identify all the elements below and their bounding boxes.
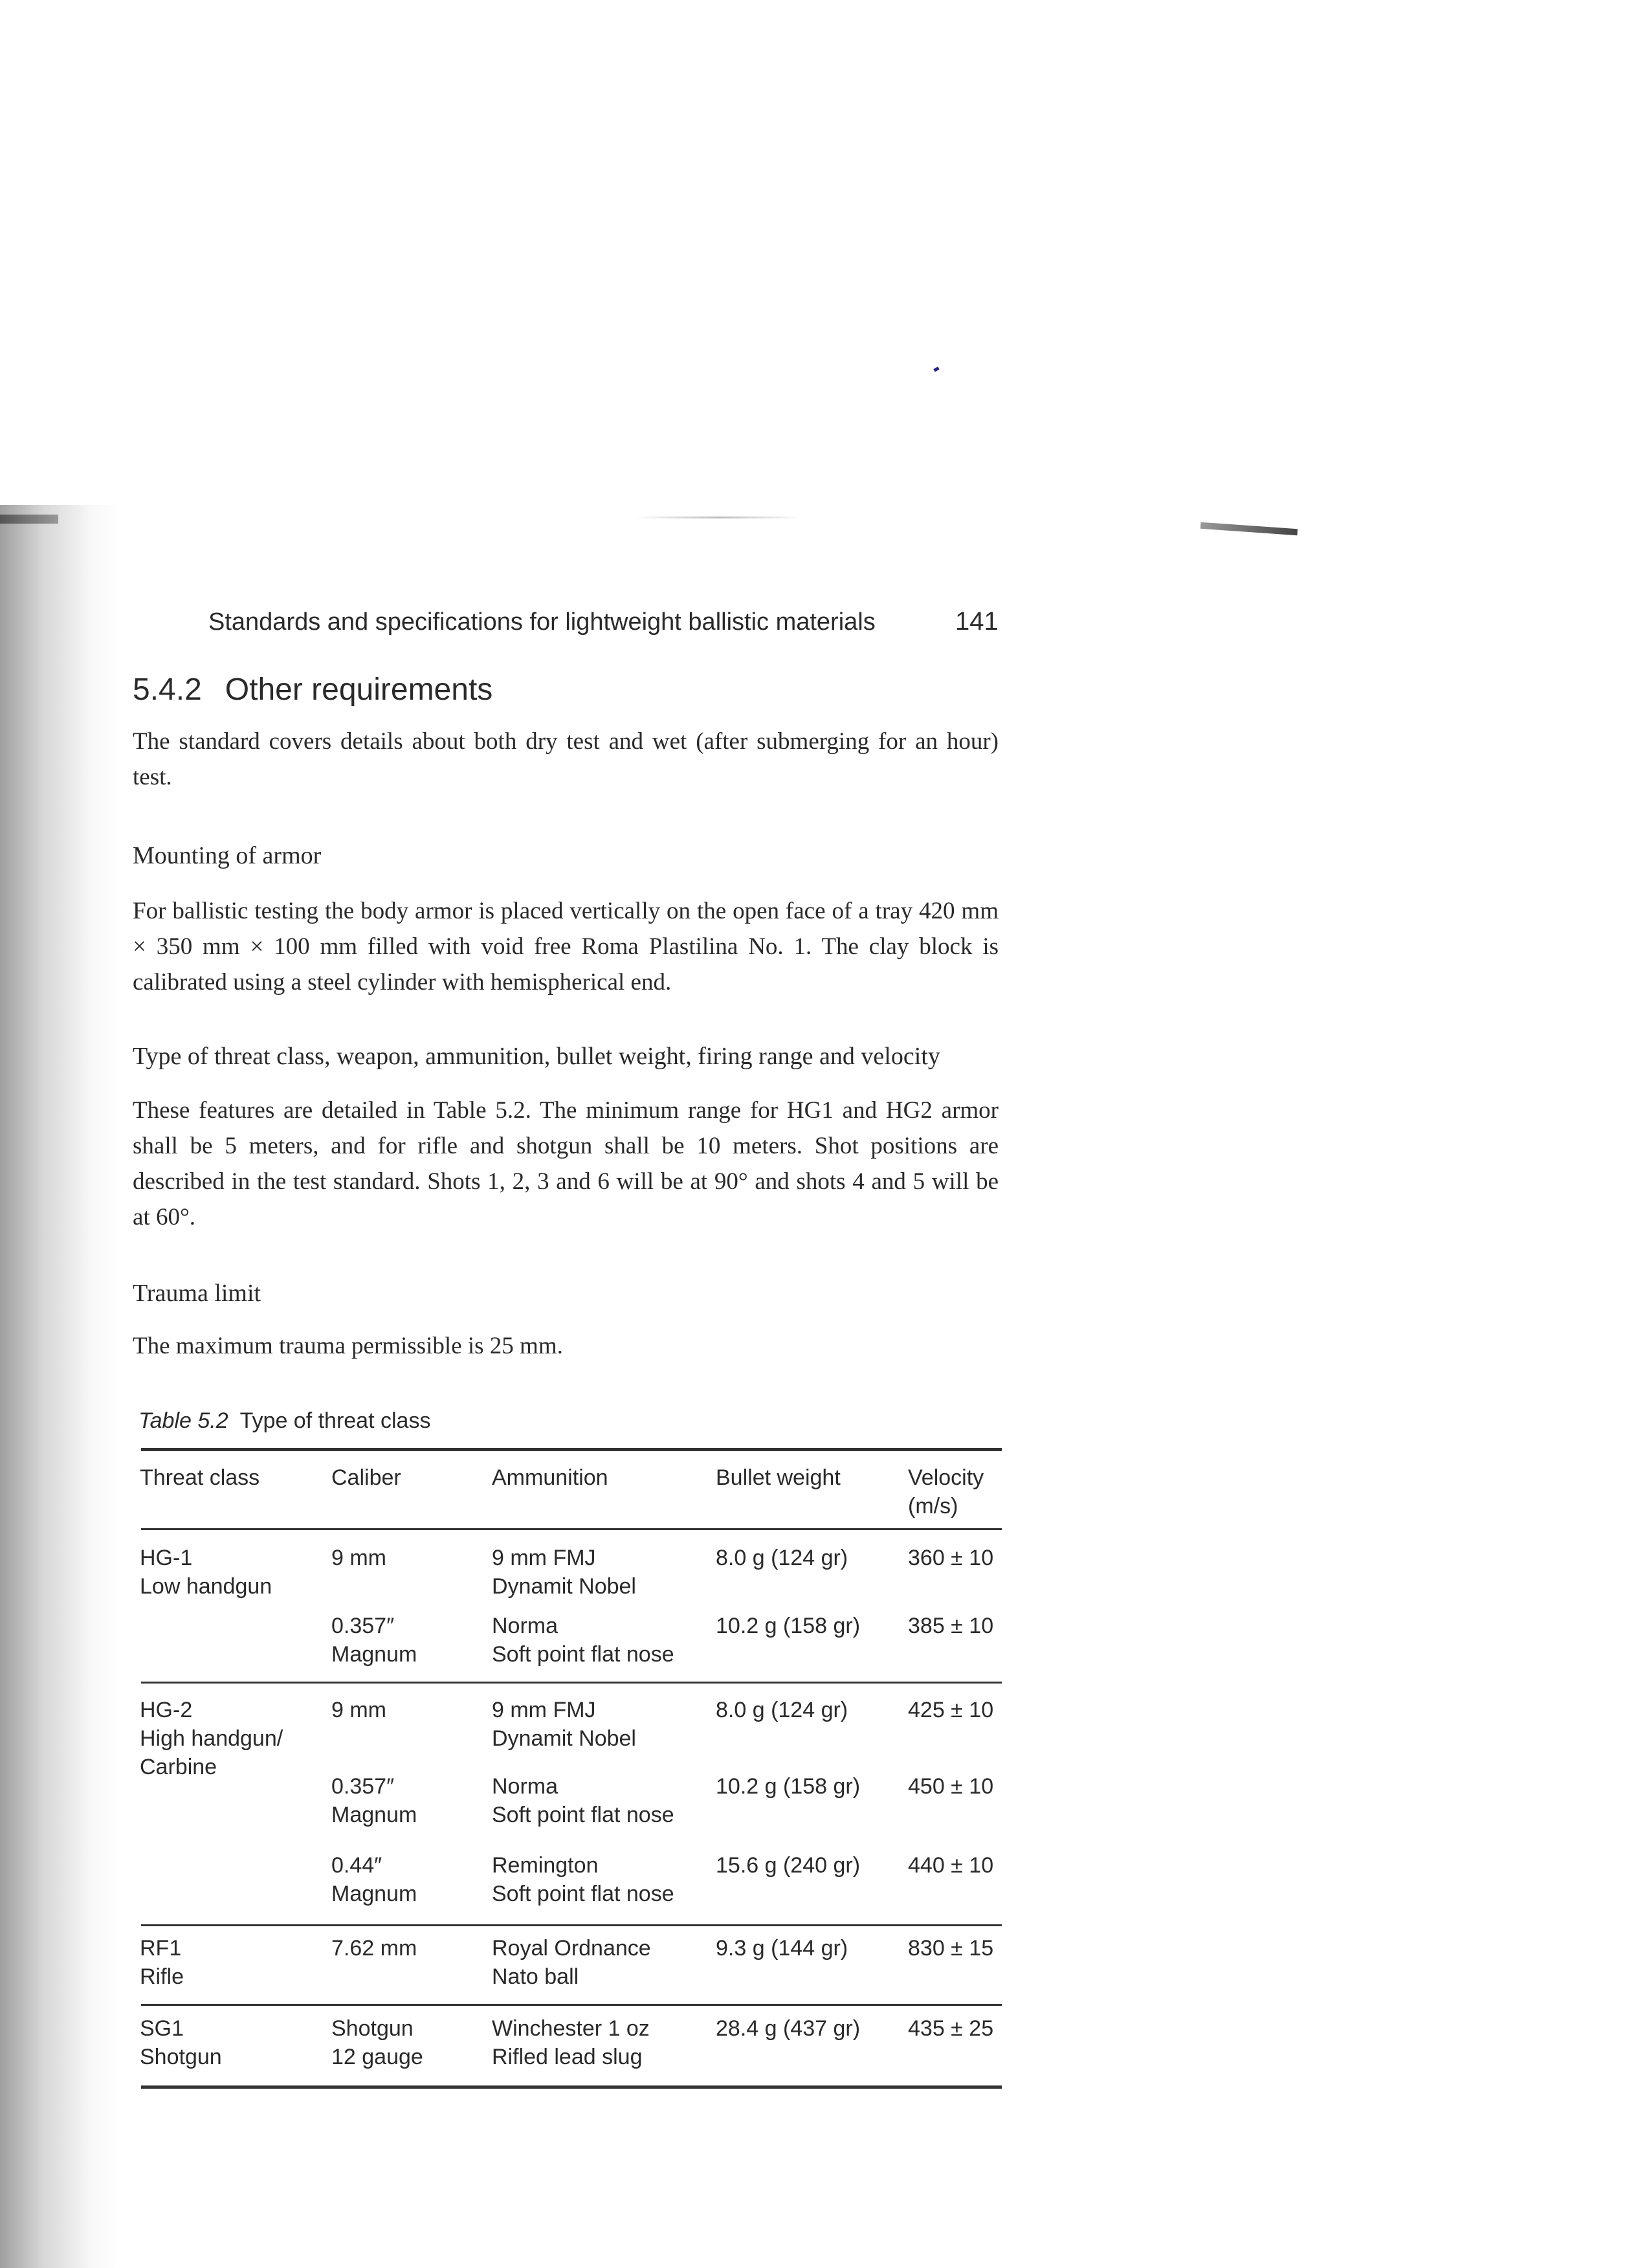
table-group-rule xyxy=(141,2004,1002,2006)
table-cell-caliber: 7.62 mm xyxy=(331,1936,417,1961)
threat-heading: Type of threat class, weapon, ammunition, bullet weight, firing range and velocity xyxy=(133,1043,940,1070)
pen-mark xyxy=(933,366,939,372)
mounting-heading: Mounting of armor xyxy=(133,842,322,869)
table-cell-threat xyxy=(140,2014,222,2071)
ammo-line2: Soft point flat nose xyxy=(492,1803,674,1827)
caliber-line2: Magnum xyxy=(331,1803,417,1827)
header-threat-class: Threat class xyxy=(140,1465,260,1490)
table-cell-caliber xyxy=(331,1612,417,1669)
intro-paragraph: The standard covers details about both dry test and wet (after submerging for an hour) test. xyxy=(133,728,999,790)
threat-code: SG1 xyxy=(140,2016,184,2041)
caliber-line2: 12 gauge xyxy=(331,2045,423,2069)
trauma-heading: Trauma limit xyxy=(133,1280,261,1307)
caliber-line2: Magnum xyxy=(331,1642,417,1667)
table-cell-caliber xyxy=(331,1851,417,1908)
table-group-rule xyxy=(141,1924,1002,1926)
ammo-line1: Remington xyxy=(492,1853,599,1878)
table-top-rule xyxy=(141,1448,1002,1451)
section-title: Other requirements xyxy=(225,673,493,707)
ammo-line1: Royal Ordnance xyxy=(492,1936,651,1961)
header-velocity-line2: (m/s) xyxy=(908,1494,958,1518)
ammo-line1: Winchester 1 oz xyxy=(492,2016,650,2041)
ammo-line2: Soft point flat nose xyxy=(492,1882,674,1906)
caliber-line1: 0.357″ xyxy=(331,1774,395,1799)
header-caliber: Caliber xyxy=(331,1465,401,1490)
ammo-line2: Soft point flat nose xyxy=(492,1642,674,1667)
table-cell-ammunition xyxy=(492,1612,674,1669)
threat-code: HG-2 xyxy=(140,1698,193,1722)
table-group-rule xyxy=(141,1682,1002,1684)
scan-edge-mark-right xyxy=(1200,522,1298,535)
ammo-line1: 9 mm FMJ xyxy=(492,1546,596,1570)
table-cell-weight: 10.2 g (158 gr) xyxy=(716,1614,861,1638)
ammo-line2: Nato ball xyxy=(492,1964,579,1989)
table-cell-velocity: 385 ± 10 xyxy=(908,1614,994,1638)
table-cell-velocity: 450 ± 10 xyxy=(908,1774,994,1799)
caliber-line1: 0.357″ xyxy=(331,1614,395,1638)
table-cell-caliber xyxy=(331,1772,417,1829)
table-cell-weight: 10.2 g (158 gr) xyxy=(716,1774,861,1799)
mounting-paragraph: For ballistic testing the body armor is placed vertically on the open face of a tray 420 mm × 350 mm × 100 mm filled with void free Roma Plastilina No. 1. The clay block is calibrated using a steel cylinder with hemispherical end. xyxy=(133,898,999,995)
table-cell-weight: 8.0 g (124 gr) xyxy=(716,1698,848,1722)
threat-desc-cont: Carbine xyxy=(140,1755,217,1779)
page-number: 141 xyxy=(955,607,999,636)
caliber-line1: 0.44″ xyxy=(331,1853,382,1878)
ammo-line2: Rifled lead slug xyxy=(492,2045,643,2069)
threat-code: RF1 xyxy=(140,1936,182,1961)
header-bullet-weight: Bullet weight xyxy=(716,1465,841,1490)
threat-code: HG-1 xyxy=(140,1546,193,1570)
table-cell-threat xyxy=(140,1696,283,1781)
table-cell-ammunition xyxy=(492,1696,636,1753)
table-cell-caliber: 9 mm xyxy=(331,1546,386,1570)
table-cell-ammunition xyxy=(492,2014,650,2071)
table-cell-velocity: 435 ± 25 xyxy=(908,2016,994,2041)
table-cell-weight: 15.6 g (240 gr) xyxy=(716,1853,861,1878)
table-cell-threat xyxy=(140,1544,272,1601)
ammo-line1: Norma xyxy=(492,1614,558,1638)
table-cell-velocity: 425 ± 10 xyxy=(908,1698,994,1722)
table-cell-weight: 28.4 g (437 gr) xyxy=(716,2016,861,2041)
scan-edge-mark-top xyxy=(634,517,802,518)
table-cell-weight: 8.0 g (124 gr) xyxy=(716,1546,848,1570)
header-velocity xyxy=(908,1463,984,1520)
table-header-rule xyxy=(141,1528,1002,1530)
ammo-line1: Norma xyxy=(492,1774,558,1799)
table-bottom-rule xyxy=(141,2085,1002,2089)
header-velocity-line1: Velocity xyxy=(908,1465,984,1490)
threat-desc: Low handgun xyxy=(140,1574,272,1599)
threat-desc: Rifle xyxy=(140,1964,184,1989)
threat-desc: Shotgun xyxy=(140,2045,222,2069)
table-cell-ammunition xyxy=(492,1934,651,1991)
ammo-line1: 9 mm FMJ xyxy=(492,1698,596,1722)
table-cell-threat xyxy=(140,1934,184,1991)
caliber-line1: Shotgun xyxy=(331,2016,414,2041)
table-caption-title: Type of threat class xyxy=(239,1408,431,1433)
trauma-paragraph: The maximum trauma permissible is 25 mm. xyxy=(133,1333,563,1359)
table-cell-velocity: 830 ± 15 xyxy=(908,1936,994,1961)
running-head: Standards and specifications for lightweight ballistic materials xyxy=(208,608,876,636)
table-cell-ammunition xyxy=(492,1851,674,1908)
scan-edge-mark-left xyxy=(0,515,58,524)
table-caption-label: Table 5.2 xyxy=(138,1408,228,1433)
section-number: 5.4.2 xyxy=(133,673,202,707)
table-cell-caliber xyxy=(331,2014,423,2071)
table-cell-velocity: 440 ± 10 xyxy=(908,1853,994,1878)
table-cell-velocity: 360 ± 10 xyxy=(908,1546,994,1570)
binding-shadow xyxy=(0,505,123,2268)
table-cell-ammunition xyxy=(492,1772,674,1829)
section-heading xyxy=(133,672,492,707)
caliber-line2: Magnum xyxy=(331,1882,417,1906)
header-ammunition: Ammunition xyxy=(492,1465,608,1490)
threat-paragraph: These features are detailed in Table 5.2. The minimum range for HG1 and HG2 armor shall be 5 meters, and for rifle and shotgun shall be 10 meters. Shot positions are described in the test standard. Shots 1, 2, 3 and 6 will be at 90° and shots 4 and 5 will be at 60°. xyxy=(133,1097,999,1230)
ammo-line2: Dynamit Nobel xyxy=(492,1574,636,1599)
table-cell-caliber: 9 mm xyxy=(331,1698,386,1722)
table-cell-weight: 9.3 g (144 gr) xyxy=(716,1936,848,1961)
table-caption xyxy=(138,1408,430,1434)
ammo-line2: Dynamit Nobel xyxy=(492,1726,636,1751)
threat-desc: High handgun/ xyxy=(140,1726,283,1751)
table-cell-ammunition xyxy=(492,1544,636,1601)
